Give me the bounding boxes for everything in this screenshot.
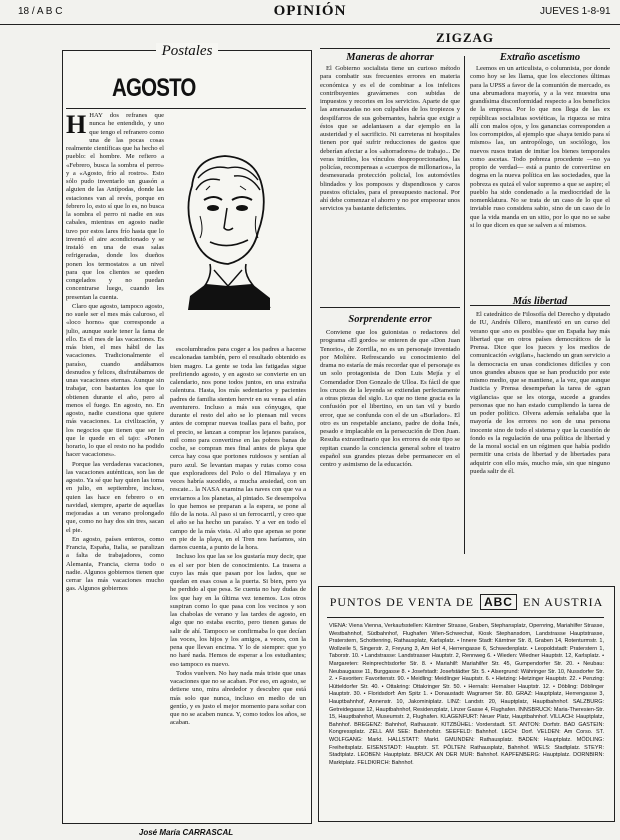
page-header — [0, 0, 620, 25]
headline-divider — [66, 108, 306, 109]
extrano-title: Extraño ascetismo — [499, 52, 581, 63]
drop-cap: H — [66, 112, 87, 139]
ad-rule — [327, 617, 604, 618]
ad-title — [319, 594, 614, 610]
sorprendente-section — [320, 314, 460, 545]
paragraph: Leemos en un articulista, o columnista, por donde como hoy se les llama, que los elecciones últimas para la UPSS a favor de la comunión de mercado, es una abrumadora mayoría, y a la vez muestra una grandísima disconformidad respecto a los beneficios de la empresa. Por lo que nos llega de las ex repúblicas socialistas soviéticas, la riqueza se mira allí con malos ojos, y los ganancias corresponden a los corrompidos, al ejemplo que «haya tenido para sí mismo» las, un antropólogo, un sociólogo, los nuevos rusos tratan de imitar los bienes temporales como ascetas. Todo pobreza procedente —no ya propio de verdad— está a punto de convertirse en dogma en la nueva política en las sociedades, que la pobreza es quizá el valor supremo a que se aspire; el pueblo ha sido condenado a la mediocridad de la nomenklatura. No se trata de un caso de lo que el inviable ruso considera sabio, sino de un caso de lo que la vida manda en un sitio, por lo que no se sabe si lo que dicen es que se salven a sí mismos. — [470, 65, 610, 229]
paragraph: Incluso los que las se los gustaría muy decir, que es el ser por bien de conocimiento. La trasera a cuyo las más que pasan por los lados, que se quedan en esas cosas a la puerta. Si bien, pero ya he perdido al que pesa. Se cuenta no hay dudas de los que hay en la última vez tenemos. Los otros suspiran como lo que pasa con los vecinos y son las chabolas de verano y las tardes de agosto, en algo que no estaba escrito, pero tienen ganas de salir de ahí. Tampoco se confirmaba lo que decían las voces, los hijos y los amigos, a veces, con la pena que llevan encima. Y lo de siempre: que yo no haré nada. Hemos de esperar a los estudiantes; eso tampoco es nuevo. — [170, 553, 306, 668]
paragraph: escolumbrados para coger a los padres a hacerse escalonadas también, pero el resultado obtenido es bien magro. La gente se toda las fatigadas sigue prefiriendo agosto, y en agosto se convierte en un calendario, nos pone todos juntos, en una extraña calentura. Hasta, los más sedentarios y pacientes padres de familia sienten hervir en su venas el afán aventurero. Incluso a más sus cónyuges, que durante el resto del año se lo piensan mil veces antes de comprar nuevas toallas para el baño, por el precio, se lanzan a comprar los lejanos paraísos, mil como para convertirse en las pobres banas de coche, se compran mes final antes de playa que cerca hay cosa que portones ruidosos y sentían al puro azul. Se levantan mapas y rutas como cosa que exploradores del Polo o del Himalaya y en veces habría sucedido, a mucha ansiedad, con un rescate... la NASA examina las naves con que va a enviarnos a los planetas, al pintado. Se desempolva lo que hemos se preparan a la espera, se pone al filo de la nota. Al paso si un ferrocarril, y creo que el año se ha hecho un paraíso. Y a ver en todo el campo de la más vista. Al año que apenas se pone en pie de la playa, en el Tren nos haríamos, sin darnos cuenta, a punto de la hora. — [170, 346, 306, 551]
paragraph: Todos vuelven. No hay nada más triste que unas vacaciones que no se acaban. Por eso, en agosto, se detiene uno, mira alrededor y descubre que está más solo que nunca, incluso en medio de un gentío, y es justo el mejor momento para soñar con que no se acaben nunca. Y, como todos los años, se acaban. — [170, 669, 306, 727]
points-of-sale-ad — [318, 586, 615, 822]
postales-column-left — [66, 112, 164, 818]
paragraph: Porque las verdaderas vacaciones, las vacaciones auténticas, son las de agosto. Ya sé que hay quien las toma en julio, en septiembre, incluso, quien las hace en febrero o en navidad, siempre, aparte de aquellas mejoradas a un verano prolongado que, como no hay dos sin tres, sacan el pie. — [66, 460, 164, 534]
paragraph: HAY dos refranes que nunca he entendido, y uno que tengo el refranero como una de las pocas cosas realmente científicas que ha hecho el pueblo: el hombre. Me refiero a «Febrero, busca la sombra el perro» y a «Agosto, frío al rostro». Esto sólo pudo inventarlo un guasón a alguien de las Antípodas, donde las estaciones van al revés, porque en febrero lo, esto sí que lo es, no busca la sombra el perro ni nadie en sus cabales, mientras en agosto nadie tuvo por estos lares frío hasta que lo inventó el aire acondicionado y se instaló en una de esas salas refrigeradas, donde los dueños ponen los termostatos a un nivel para que los clientes se queden congelados y no puedan concentrarse luego, cuando les presentan la cuenta. — [66, 112, 164, 301]
paragraph: Claro que agosto, tampoco agosto, no suele ser el mes más caluroso, el «loco horno» que corresponde a julio, aunque suele tener la fama de ello. Es el mes de las vacaciones. Es más bien, el mes hábil de las vacaciones. Tradicionalmente el paraíso, cuando andábamos desnudos y felices, disfrutábamos de unas vacaciones eternas. Aunque sin trabajar, con bastantes los que lo obtienen durante el año, pero al menos el fuego. En agosto, no. En agosto, nadie cuestiona que quiere más vacaciones. La civilización, y los negocios que tienen que ser lo que le quede en el tajo: «Ponen horario, lo que el resto no ha podido hacer vacaciones». — [66, 302, 164, 459]
paragraph: En agosto, países enteros, como Francia, España, Italia, se paralizan a falta de trabajadores, como Alemania, Francia, cierra todo o nadie. Algunos gobiernos tienen que cerrar las más vacaciones mucho gas. Algunos gobiernos — [66, 535, 164, 593]
column-divider — [464, 56, 465, 554]
article-headline: AGOSTO — [112, 74, 196, 102]
maneras-title: Maneras de ahorrar — [346, 52, 434, 63]
extrano-section — [470, 52, 610, 306]
postales-title-wrap — [63, 42, 311, 60]
libertad-section — [470, 296, 610, 549]
ad-title-right: EN AUSTRIA — [522, 595, 604, 609]
paragraph: El catedrático de Filosofía del Derecho y diputado de IU, Andrés Ollero, manifestó en un curso del verano que «no es posible» que en España hay más libertad que en otros países democráticos de la Prensa. Dice que los jueces y los medios de comunicación «vigilan», haciendo un gran servicio a la democracia en unas condiciones difíciles y con unos grandes abusos que se han producido por este mismo medio, que se mantiene, a la vez, que aunque Justicia y Prensa desempeñan la tarea de «gran vigilancia» que se les otorga, sucede a grandes personas que no han estado cumpliendo la tarea de un poder político. Olvera además señalaba que la mayoría de los errores no son de una persona inocente sino de todo el sistema y que la cuestión de fondo es la regulación de una política de libertad y de la moral social en un régimen que había podido permitir una crisis de libertad y de libertades para adquirir con ello más, mucho más, sin que ninguno pueda salir de él. — [470, 311, 610, 475]
libertad-title: Más libertad — [512, 296, 568, 307]
maneras-section — [320, 52, 460, 308]
image-spacer — [170, 146, 282, 346]
section-title: OPINIÓN — [273, 3, 347, 19]
paragraph: Conviene que los guionistas o redactores del programa «El gordo» se enteren de que «Don Juan Tenorio», de Zorrilla, no es un personaje inventado por Molière. Refrescando su conocimiento del drama no estaría de más recordar que el personaje es un solo protagonista de Don Luis Mejía y el Comendador Don Gonzalo de Ulloa. Es fácil de que los cruces de la leyenda se extiendan perfectamente a otras piezas del siglo. Lo que no tiene gracia es la confusión por el libertino, en un tan vil y burdo error, que se confunda con el de un «Burlador». El otro es un respetable anciano, padre de doña Inés, pesado e implacable en la persecución de Don Juan. Resulta extraordinario que los errores de este tipo se repitan cuando la conciencia general sobre el teatro español sus grandes piezas debe permanecer en el centro y asimismo de la educación. — [320, 329, 460, 468]
author-signature: José María CARRASCAL — [138, 828, 234, 837]
ad-body: VIENA: Viena Vienna, Verkaufsstellen: Kärntner Strasse, Graben, Stephansplatz, Opernring, Mariahilfer Strasse, Westbahnhof, Südbahnhof, Flughafen Wien-Schwechat, Kiosk Stephansdom, Landstrasse Hauptstrasse, Praterstern, Schottenring, Rathausplatz, Karlsplatz. • Innere Stadt: Kärntner Str. 8, Graben 14, Rotenturmstr. 1, Wollzeile 5, Singerstr. 2, Freyung 3, Am Hof 4, Herrengasse 6, Schwedenplatz. • Leopoldstadt: Praterstern 1, Taborstr. 10. • Landstrasse: Landstrasser Hauptstr. 2, Rennweg 6. • Wieden: Wiedner Hauptstr. 12, Karlsplatz. • Margareten: Reinprechtsdorfer Str. 8. • Mariahilf: Mariahilfer Str. 45, Gumpendorfer Str. 20. • Neubau: Neubaugasse 11, Burggasse 8. • Josefstadt: Josefstädter Str. 5. • Alsergrund: Währinger Str. 10, Nussdorfer Str. 2. • Favoriten: Favoritenstr. 90. • Meidling: Meidlinger Hauptstr. 6. • Hietzing: Hietzinger Hauptstr. 22. • Penzing: Hütteldorfer Str. 40. • Ottakring: Ottakringer Str. 50. • Hernals: Hernalser Hauptstr. 12. • Döbling: Döblinger Hauptstr. 30. • Floridsdorf: Am Spitz 1. • Donaustadt: Wagramer Str. 80. GRAZ: Hauptplatz, Herrengasse 3, Hauptbahnhof, Annenstr. 10, Jakominiplatz. LINZ: Landstr. 20, Hauptplatz, Hauptbahnhof. SALZBURG: Getreidegasse 12, Hauptbahnhof, Residenzplatz, Linzer Gasse 4, Flughafen. INNSBRUCK: Maria-Theresien-Str. 15, Hauptbahnhof, Museumstr. 2, Flughafen. KLAGENFURT: Neuer Platz, Hauptbahnhof. VILLACH: Hauptplatz, Bahnhof. BREGENZ: Bahnhof, Rathausstr. KITZBÜHEL: Vorderstadt. ST. ANTON: Dorfstr. BAD GASTEIN: Kongressplatz. ZELL AM SEE: Bahnhofstr. SEEFELD: Bahnhof. LECH: Dorf. VELDEN: Am Corso. ST. WOLFGANG: Markt. HALLSTATT: Markt. GMUNDEN: Rathausplatz. BADEN: Hauptplatz. MÖDLING: Freiheitsplatz. EISENSTADT: Hauptstr. ST. PÖLTEN: Rathausplatz, Bahnhof. WELS: Stadtplatz. STEYR: Stadtplatz. LEOBEN: Hauptplatz. BRUCK AN DER MUR: Bahnhof. KAPFENBERG: Hauptplatz. DORNBIRN: Marktplatz. FELDKIRCH: Bahnhof. — [329, 623, 604, 766]
maneras-body — [320, 65, 460, 301]
sorprendente-body — [320, 329, 460, 545]
issue-date: JUEVES 1-8-91 — [540, 6, 611, 17]
zigzag-title: ZIGZAG — [435, 30, 494, 45]
libertad-body — [470, 311, 610, 549]
ad-title-left: PUNTOS DE VENTA DE — [329, 595, 474, 609]
abc-logo: ABC — [480, 594, 517, 610]
paragraph: El Gobierno socialista tiene un curioso método para combatir sus frecuentes errores en materia económica y es el de combinar a los infelices contribuyentes gravámenes con subidas de impuestos y recortes en los servicios. Aparte de que las amenazadas no son culpables de los tropiezos y despilfarros de sus gobernantes, habría que exigir a éstos que se adelantasen a dar ejemplo en la austeridad y el sacrificio. Ni carreteras ni hospitales tienen por qué sufrir reducciones de gastos que deberían afectar a los «ahorradores» de trabajo... De veras inútiles, los vínculos desproporcionados, las policías, recompensas a «cuerpos de millonarios», la desmesurada protección policial, los automóviles blindados y los pomposos y dispendiosos y caros puestos oficiales, para el presupuesto nacional. Por ahí debe comenzar el ahorro y no por empeorar unos servicios ya bastante deficientes. — [320, 65, 460, 213]
page-number: 18 / A B C — [18, 6, 63, 17]
postales-column-right — [170, 112, 306, 818]
extrano-body — [470, 65, 610, 301]
zigzag-rule — [320, 48, 610, 49]
postales-title: Postales — [156, 43, 219, 59]
section-divider — [320, 307, 460, 308]
sorprendente-title: Sorprendente error — [348, 314, 432, 325]
